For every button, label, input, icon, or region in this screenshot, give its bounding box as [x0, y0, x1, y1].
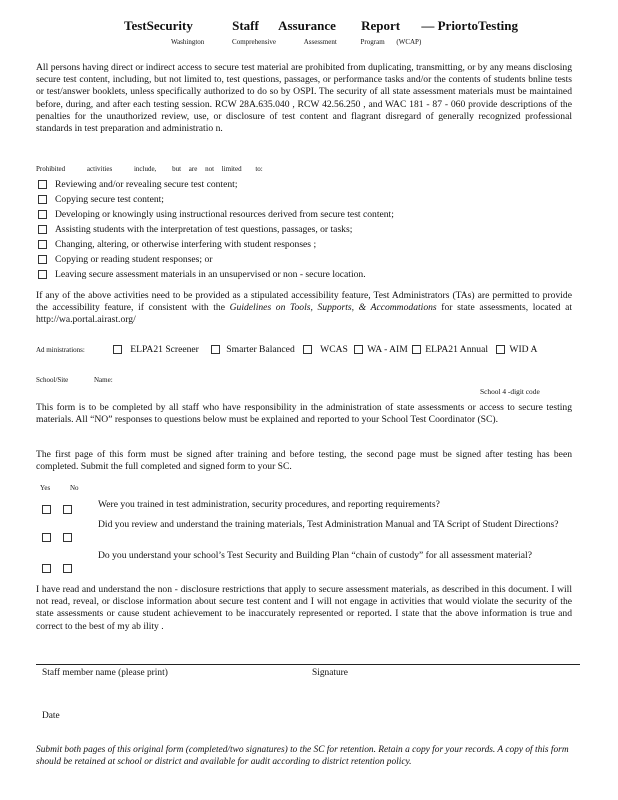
title-word: Report: [361, 18, 401, 33]
accessibility-paragraph: [36, 290, 572, 327]
bullet-box-icon: [38, 240, 47, 249]
list-item: [38, 194, 394, 209]
question-row: [42, 559, 72, 577]
subtitle-word: Assessment: [303, 38, 337, 46]
option-label: WA - AIM: [367, 344, 408, 355]
list-item: [38, 254, 394, 269]
checkbox[interactable]: [496, 345, 505, 354]
question-row: [42, 500, 72, 518]
heading-word: to:: [255, 165, 263, 173]
bullet-box-icon: [38, 270, 47, 279]
subtitle-word: Program: [360, 38, 385, 46]
yes-checkbox[interactable]: [42, 505, 51, 514]
title-word: Assurance: [278, 18, 336, 33]
administrations-row: [36, 344, 537, 355]
question-row: [42, 528, 72, 546]
no-label: No: [70, 484, 79, 492]
checkbox[interactable]: [412, 345, 421, 354]
title-word: — PriortoTesting: [421, 18, 519, 33]
form-title: [124, 18, 519, 34]
bullet-box-icon: [38, 225, 47, 234]
option-label: WID A: [509, 344, 538, 355]
option-label: ELPA21 Screener: [130, 344, 199, 355]
list-item-text: Copying or reading student responses; or: [55, 254, 213, 265]
bullet-box-icon: [38, 255, 47, 264]
checkbox[interactable]: [113, 345, 122, 354]
list-item-text: Reviewing and/or revealing secure test content;: [55, 179, 238, 190]
bullet-box-icon: [38, 210, 47, 219]
prohibited-list: [38, 179, 394, 284]
list-item: [38, 224, 394, 239]
form-subtitle: [171, 38, 421, 46]
checkbox[interactable]: [354, 345, 363, 354]
title-word: Staff: [232, 18, 259, 33]
administrations-label: Ad ministrations:: [36, 346, 85, 354]
title-word: TestSecurity: [124, 18, 193, 33]
question-text: Do you understand your school’s Test Security and Building Plan “chain of custody” for all assessment material?: [98, 550, 532, 561]
guidelines-title: Guidelines on Tools, Supports, & Accommodations: [229, 302, 437, 314]
option-label: Smarter Balanced: [226, 344, 295, 355]
no-checkbox[interactable]: [63, 564, 72, 573]
intro-paragraph: All persons having direct or indirect access to secure test material are prohibited from duplicating, transmitting, or by any means disclosing secure test content, including, but not limited to, test questions, passages, or performance tasks and/or the contents of students bnline tests or test/answer booklets, unless specifically authorized to do so by OSPI. The security of all state assessment materials must be maintained before, during, and after each testing session. RCW 28A.635.040 , RCW 42.56.250 , and WAC 181 - 87 - 060 provide descriptions of the penalties for the unauthorized review, use, or disclosure of test content and flagrant disregard of generally recognized professional standards in test preparation and administratio n.: [36, 62, 572, 135]
no-checkbox[interactable]: [63, 505, 72, 514]
heading-word: include,: [133, 165, 157, 173]
school-site-label: School/Site: [36, 376, 69, 384]
list-item-text: Developing or knowingly using instructional resources derived from secure test content;: [55, 209, 394, 220]
question-text: Did you review and understand the training materials, Test Administration Manual and TA Script of Student Directions?: [98, 519, 559, 530]
bullet-box-icon: [38, 195, 47, 204]
school-code-label: School 4 -digit code: [480, 387, 540, 396]
yes-checkbox[interactable]: [42, 533, 51, 542]
prohibited-heading: [36, 165, 263, 173]
heading-word: not: [205, 165, 215, 173]
form-instructions: This form is to be completed by all staff who have responsibility in the administration of state assessments or access to secure testing materials. All “NO” responses to questions below must be explained and reported to your School Test Coordinator (SC).: [36, 402, 572, 426]
checkbox[interactable]: [303, 345, 312, 354]
no-checkbox[interactable]: [63, 533, 72, 542]
question-text: Were you trained in test administration, security procedures, and reporting requirements?: [98, 499, 440, 510]
signature-line: [36, 664, 580, 665]
footer-note: Submit both pages of this original form (completed/two signatures) to the SC for retention. Retain a copy for your records. A copy of this form should be retained at school or district and available for audit according to district retention policy.: [36, 745, 569, 768]
list-item-text: Changing, altering, or otherwise interfering with student responses ;: [55, 239, 317, 250]
list-item: [38, 239, 394, 254]
subtitle-word: Washington: [171, 38, 205, 46]
bullet-box-icon: [38, 180, 47, 189]
signing-instructions: The first page of this form must be signed after training and before testing, the second page must be signed after testing has been completed. Submit the full completed and signed form to your SC.: [36, 449, 572, 473]
list-item: [38, 179, 394, 194]
staff-name-label: Staff member name (please print): [42, 668, 168, 678]
paragraph-text: for state assessments, located at http://wa.portal.airast.org/: [36, 302, 572, 326]
yes-checkbox[interactable]: [42, 564, 51, 573]
option-label: ELPA21 Annual: [425, 344, 489, 355]
list-item: [38, 269, 394, 284]
heading-word: are: [188, 165, 198, 173]
school-name-label: Name:: [94, 376, 113, 384]
signature-label: Signature: [312, 668, 348, 678]
list-item-text: Leaving secure assessment materials in an unsupervised or non - secure location.: [55, 269, 366, 280]
list-item-text: Assisting students with the interpretation of test questions, passages, or tasks;: [55, 224, 353, 235]
checkbox[interactable]: [211, 345, 220, 354]
heading-word: Prohibited: [36, 165, 66, 173]
nondisclosure-statement: I have read and understand the non - disclosure restrictions that apply to secure assessment materials, as described in this document. I will not read, reveal, or disclose information about secure test content and I will not engage in activities that would violate the security of the state assessments or cause student achievement to be inaccurately represented or reported. I state that the above information is true and correct to the best of my ab ility .: [36, 584, 572, 632]
yes-label: Yes: [40, 484, 51, 492]
heading-word: but: [172, 165, 182, 173]
list-item-text: Copying secure test content;: [55, 194, 164, 205]
heading-word: limited: [221, 165, 242, 173]
option-label: WCAS: [320, 344, 348, 355]
paragraph-text: If any of the above activities need to be provided as a stipulated accessibility feature, Test Administrators (TAs) are permitted to provide the accessibility feature, if consistent with the: [36, 290, 572, 314]
subtitle-word: Comprehensive: [232, 38, 276, 46]
subtitle-word: (WCAP): [396, 38, 422, 46]
date-label: Date: [42, 711, 60, 721]
heading-word: activities: [86, 165, 113, 173]
list-item: [38, 209, 394, 224]
